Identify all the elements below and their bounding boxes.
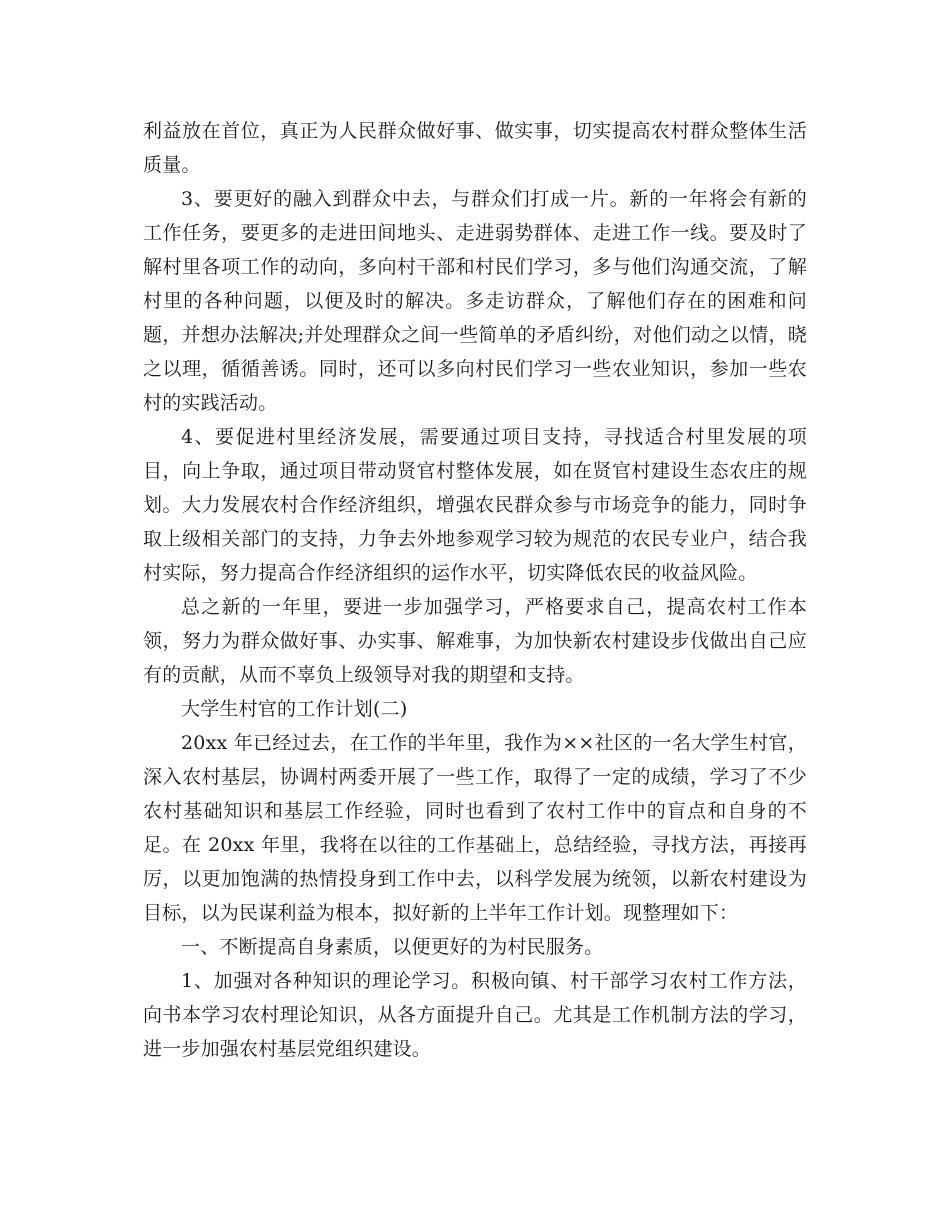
subheading-improve-quality: 一、不断提高自身素质，以便更好的为村民服务。: [181, 936, 604, 958]
paragraph-study-theory: 1、加强对各种知识的理论学习。积极向镇、村干部学习农村工作方法，向书本学习农村理论知识，从各方面提升自己。尤其是工作机制方法的学习，进一步加强农村基层党组织建设。: [143, 970, 807, 1060]
document-body: [143, 114, 807, 1066]
section-heading-plan-two: 大学生村官的工作计划(二): [181, 698, 408, 720]
paragraph-summary: 总之新的一年里，要进一步加强学习，严格要求自己，提高农村工作本领，努力为群众做好事、办实事、解难事，为加快新农村建设步伐做出自己应有的贡献，从而不辜负上级领导对我的期望和支持。: [143, 596, 807, 686]
paragraph-point-3: 3、要更好的融入到群众中去，与群众们打成一片。新的一年将会有新的工作任务，要更多的走进田间地头、走进弱势群体、走进工作一线。要及时了解村里各项工作的动向，多向村干部和村民们学习，多与他们沟通交流，了解村里的各种问题，以便及时的解决。多走访群众，了解他们存在的困难和问题，并想办法解决;并处理群众之间一些简单的矛盾纠纷，对他们动之以情，晓之以理，循循善诱。同时，还可以多向村民们学习一些农业知识，参加一些农村的实践活动。: [143, 188, 807, 414]
paragraph-plan-two-intro: 20xx 年已经过去，在工作的半年里，我作为××社区的一名大学生村官，深入农村基层，协调村两委开展了一些工作，取得了一定的成绩，学习了不少农村基础知识和基层工作经验，同时也看到了农村工作中的盲点和自身的不足。在 20xx 年里，我将在以往的工作基础上，总结经验，寻找方法，再接再厉，以更加饱满的热情投身到工作中去，以科学发展为统领，以新农村建设为目标，以为民谋利益为根本，拟好新的上半年工作计划。现整理如下：: [143, 732, 807, 924]
paragraph-intro-continued: 利益放在首位，真正为人民群众做好事、做实事，切实提高农村群众整体生活质量。: [143, 120, 807, 176]
paragraph-point-4: 4、要促进村里经济发展，需要通过项目支持，寻找适合村里发展的项目，向上争取，通过项目带动贤官村整体发展，如在贤官村建设生态农庄的规划。大力发展农村合作经济组织，增强农民群众参与市场竞争的能力，同时争取上级相关部门的支持，力争去外地参观学习较为规范的农民专业户，结合我村实际，努力提高合作经济组织的运作水平，切实降低农民的收益风险。: [143, 426, 807, 584]
